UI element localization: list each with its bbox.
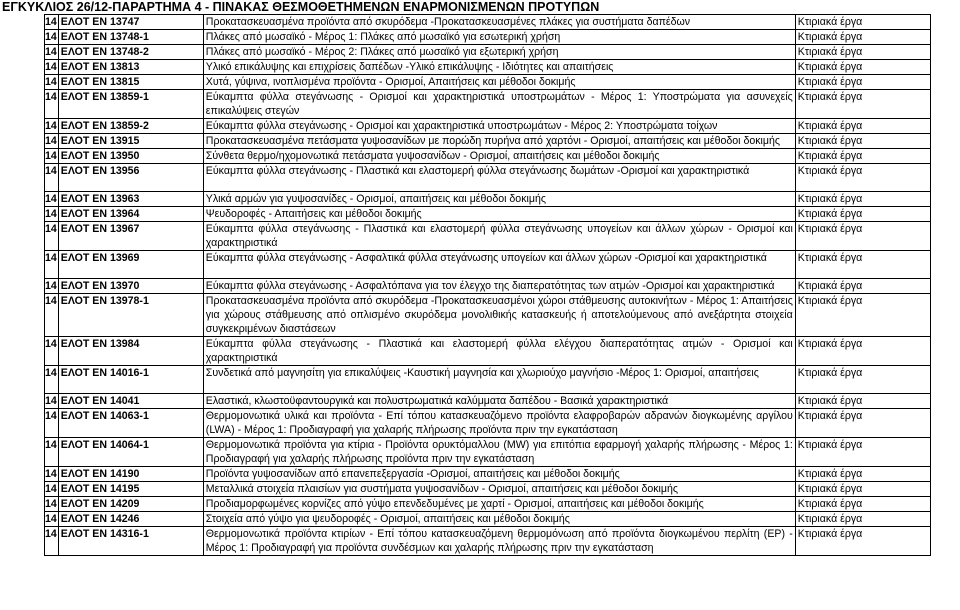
standard-description: Πλάκες από μωσαϊκό - Μέρος 1: Πλάκες από μωσαϊκό για εσωτερική χρήση — [203, 30, 795, 45]
row-number: 14 — [45, 120, 57, 132]
standard-code: ΕΛΟΤ ΕΝ 13963 — [58, 192, 203, 207]
standard-description: Θερμομονωτικά προϊόντα για κτίρια - Προϊόντα ορυκτόμαλλου (MW) για επιτόπια εφαρμογή χαλαρής πλήρωσης - Μέρος 1: Προδιαγραφή για χαλαρής πλήρωσης προϊόντα πριν την εγκατάσταση — [203, 438, 795, 467]
row-number: 14 — [45, 31, 57, 43]
standard-code: ΕΛΟΤ ΕΝ 13815 — [58, 75, 203, 90]
category: Κτιριακά έργα — [795, 207, 930, 222]
standard-description: Πλάκες από μωσαϊκό - Μέρος 2: Πλάκες από μωσαϊκό για εξωτερική χρήση — [203, 45, 795, 60]
table-row — [45, 30, 931, 45]
standard-code: ΕΛΟΤ ΕΝ 13969 — [58, 251, 203, 279]
table-row — [45, 294, 931, 337]
standard-code: ΕΛΟΤ ΕΝ 13747 — [58, 15, 203, 30]
standard-description: Εύκαμπτα φύλλα στεγάνωσης - Ασφαλτόπανα για τον έλεγχο της διαπερατότητας των ατμών -Ορισμοί και χαρακτηριστικά — [203, 279, 795, 294]
standard-description: Προκατασκευασμένα πετάσματα γυψοσανίδων με πορώδη πυρήνα από χαρτόνι - Ορισμοί, απαιτήσεις και μέθοδοι δοκιμής — [203, 134, 795, 149]
table-row — [45, 409, 931, 438]
standard-description: Εύκαμπτα φύλλα στεγάνωσης - Ορισμοί και χαρακτηριστικά υποστρωμάτων - Μέρος 2: Υποστρώματα τοίχων — [203, 119, 795, 134]
standard-description: Εύκαμπτα φύλλα στεγάνωσης - Πλαστικά και ελαστομερή φύλλα στεγάνωσης υπογείων και άλλων χώρων - Ορισμοί και χαρακτηριστικά — [203, 222, 795, 251]
standard-description: Προκατασκευασμένα προϊόντα από σκυρόδεμα -Προκατασκευασμένες πλάκες για συστήματα δαπέδων — [203, 15, 795, 30]
row-number: 14 — [45, 76, 57, 88]
standard-code: ΕΛΟΤ ΕΝ 13748-2 — [58, 45, 203, 60]
standard-code: ΕΛΟΤ ΕΝ 13859-2 — [58, 119, 203, 134]
row-number: 14 — [45, 193, 57, 205]
category: Κτιριακά έργα — [795, 467, 930, 482]
standard-code: ΕΛΟΤ ΕΝ 14190 — [58, 467, 203, 482]
standard-code: ΕΛΟΤ ΕΝ 13915 — [58, 134, 203, 149]
row-number: 14 — [45, 208, 57, 220]
category: Κτιριακά έργα — [795, 527, 930, 556]
row-number: 14 — [45, 90, 59, 119]
table-row — [45, 222, 931, 251]
row-number: 14 — [45, 222, 59, 251]
row-number: 14 — [45, 395, 57, 407]
standard-code: ΕΛΟΤ ΕΝ 13964 — [58, 207, 203, 222]
category: Κτιριακά έργα — [795, 251, 930, 279]
table-row — [45, 337, 931, 366]
table-row — [45, 467, 931, 482]
standard-description: Υλικά αρμών για γυψοσανίδες - Ορισμοί, απαιτήσεις και μέθοδοι δοκιμής — [203, 192, 795, 207]
table-row — [45, 527, 931, 556]
row-number: 14 — [45, 483, 57, 495]
row-number: 14 — [45, 46, 57, 58]
standard-description: Εύκαμπτα φύλλα στεγάνωσης - Πλαστικά και ελαστομερή φύλλα στεγάνωσης δωμάτων -Ορισμοί και χαρακτηριστικά — [203, 164, 795, 192]
row-number: 14 — [45, 251, 59, 279]
category: Κτιριακά έργα — [795, 366, 930, 394]
table-row — [45, 45, 931, 60]
standard-code: ΕΛΟΤ ΕΝ 13970 — [58, 279, 203, 294]
standard-description: Προϊόντα γυψοσανίδων από επανεπεξεργασία -Ορισμοί, απαιτήσεις και μέθοδοι δοκιμής — [203, 467, 795, 482]
standard-code: ΕΛΟΤ ΕΝ 14016-1 — [58, 366, 203, 394]
table-row — [45, 90, 931, 119]
row-number: 14 — [45, 498, 57, 510]
table-row — [45, 279, 931, 294]
row-number: 14 — [45, 366, 59, 394]
table-row — [45, 60, 931, 75]
table-row — [45, 134, 931, 149]
category: Κτιριακά έργα — [795, 394, 930, 409]
standard-code: ΕΛΟΤ ΕΝ 13859-1 — [58, 90, 203, 119]
standard-code: ΕΛΟΤ ΕΝ 14041 — [58, 394, 203, 409]
table-row — [45, 394, 931, 409]
table-row — [45, 482, 931, 497]
table-row — [45, 366, 931, 394]
standard-code: ΕΛΟΤ ΕΝ 13748-1 — [58, 30, 203, 45]
row-number: 14 — [45, 438, 59, 467]
standard-description: Στοιχεία από γύψο για ψευδοροφές - Ορισμοί, απαιτήσεις και μέθοδοι δοκιμής — [203, 512, 795, 527]
table-row — [45, 512, 931, 527]
row-number: 14 — [45, 150, 57, 162]
standard-description: Εύκαμπτα φύλλα στεγάνωσης - Ασφαλτικά φύλλα στεγάνωσης υπογείων και άλλων χώρων -Ορισμοί και χαρακτηριστικά — [203, 251, 795, 279]
standard-description: Συνδετικά από μαγνησίτη για επικαλύψεις -Καυστική μαγνησία και χλωριούχο μαγνήσιο -Μέρος 1: Ορισμοί, απαιτήσεις — [203, 366, 795, 394]
standards-table-body — [45, 15, 931, 556]
row-number: 14 — [45, 513, 57, 525]
standard-description: Εύκαμπτα φύλλα στεγάνωσης - Πλαστικά και ελαστομερή φύλλα ελέγχου διαπερατότητας ατμών - Ορισμοί και χαρακτηριστικά — [203, 337, 795, 366]
standard-code: ΕΛΟΤ ΕΝ 14063-1 — [58, 409, 203, 438]
standard-description: Σύνθετα θερμο/ηχομονωτικά πετάσματα γυψοσανίδων - Ορισμοί, απαιτήσεις και μέθοδοι δοκιμής — [203, 149, 795, 164]
standards-table — [44, 14, 931, 556]
category: Κτιριακά έργα — [795, 512, 930, 527]
category: Κτιριακά έργα — [795, 192, 930, 207]
standard-code: ΕΛΟΤ ΕΝ 13956 — [58, 164, 203, 192]
row-number: 14 — [45, 337, 59, 366]
category: Κτιριακά έργα — [795, 294, 930, 337]
category: Κτιριακά έργα — [795, 482, 930, 497]
standard-code: ΕΛΟΤ ΕΝ 14246 — [58, 512, 203, 527]
standard-description: Μεταλλικά στοιχεία πλαισίων για συστήματα γυψοσανίδων - Ορισμοί, απαιτήσεις και μέθοδοι δοκιμής — [203, 482, 795, 497]
row-number: 14 — [45, 61, 57, 73]
row-number: 14 — [45, 16, 57, 28]
category: Κτιριακά έργα — [795, 134, 930, 149]
standard-code: ΕΛΟΤ ΕΝ 14316-1 — [58, 527, 203, 556]
standard-description: Ψευδοροφές - Απαιτήσεις και μέθοδοι δοκιμής — [203, 207, 795, 222]
category: Κτιριακά έργα — [795, 279, 930, 294]
row-number: 14 — [45, 164, 59, 192]
table-row — [45, 192, 931, 207]
category: Κτιριακά έργα — [795, 30, 930, 45]
standard-description: Προκατασκευασμένα προϊόντα από σκυρόδεμα -Προκατασκευασμένοι χώροι στάθμευσης αυτοκινήτων - Μέρος 1: Απαιτήσεις για χώρους στάθμευσης από οπλισμένο σκυρόδεμα μονολιθικής κατασκευής ή αποτελούμενους από ανεξάρτητα στοιχεία συγκεκριμένων διαστάσεων — [203, 294, 795, 337]
standard-code: ΕΛΟΤ ΕΝ 14209 — [58, 497, 203, 512]
standard-description: Θερμομονωτικά υλικά και προϊόντα - Επί τόπου κατασκευαζόμενο προϊόντα ελαφροβαρών αδρανών διογκωμένης αργίλου (LWA) - Μέρος 1: Προδιαγραφή για χαλαρής πλήρωσης προϊόντα πριν την εγκατάσταση — [203, 409, 795, 438]
standard-code: ΕΛΟΤ ΕΝ 13967 — [58, 222, 203, 251]
table-row — [45, 75, 931, 90]
row-number: 14 — [45, 294, 59, 337]
standard-code: ΕΛΟΤ ΕΝ 13950 — [58, 149, 203, 164]
standard-description: Θερμομονωτικά προϊόντα κτιρίων - Επί τόπου κατασκευαζόμενη θερμομόνωση από προϊόντα διογκωμένου περλίτη (EP) - Μέρος 1: Προδιαγραφή για προϊόντα συνδέσμων και χαλαρής πλήρωσης πριν την εγκατάσταση — [203, 527, 795, 556]
standard-code: ΕΛΟΤ ΕΝ 14064-1 — [58, 438, 203, 467]
standard-description: Χυτά, γύψινα, ινοπλισμένα προϊόντα - Ορισμοί, Απαιτήσεις και μέθοδοι δοκιμής — [203, 75, 795, 90]
category: Κτιριακά έργα — [795, 149, 930, 164]
category: Κτιριακά έργα — [795, 60, 930, 75]
table-row — [45, 251, 931, 279]
category: Κτιριακά έργα — [795, 337, 930, 366]
row-number: 14 — [45, 468, 57, 480]
standard-code: ΕΛΟΤ ΕΝ 13813 — [58, 60, 203, 75]
standard-description: Ελαστικά, κλωστοϋφαντουργικά και πολυστρωματικά καλύμματα δαπέδου - Βασικά χαρακτηριστικά — [203, 394, 795, 409]
table-row — [45, 164, 931, 192]
category: Κτιριακά έργα — [795, 90, 930, 119]
category: Κτιριακά έργα — [795, 222, 930, 251]
standard-code: ΕΛΟΤ ΕΝ 13984 — [58, 337, 203, 366]
table-row — [45, 15, 931, 30]
table-row — [45, 207, 931, 222]
table-row — [45, 497, 931, 512]
standard-description: Εύκαμπτα φύλλα στεγάνωσης - Ορισμοί και χαρακτηριστικά υποστρωμάτων - Μέρος 1: Υποστρώματα για ασυνεχείς επικαλύψεις στεγών — [203, 90, 795, 119]
standard-code: ΕΛΟΤ ΕΝ 14195 — [58, 482, 203, 497]
row-number: 14 — [45, 409, 59, 438]
category: Κτιριακά έργα — [795, 45, 930, 60]
table-row — [45, 149, 931, 164]
table-row — [45, 438, 931, 467]
row-number: 14 — [45, 280, 57, 292]
standard-description: Προδιαμορφωμένες κορνίζες από γύψο επενδεδυμένες με χαρτί - Ορισμοί, απαιτήσεις και μέθοδοι δοκιμής — [203, 497, 795, 512]
category: Κτιριακά έργα — [795, 164, 930, 192]
row-number: 14 — [45, 135, 57, 147]
category: Κτιριακά έργα — [795, 119, 930, 134]
table-row — [45, 119, 931, 134]
document-title: ΕΓΚΥΚΛΙΟΣ 26/12-ΠΑΡΑΡΤΗΜΑ 4 - ΠΙΝΑΚΑΣ ΘΕΣΜΟΘΕΤΗΜΕΝΩΝ ΕΝΑΡΜΟΝΙΣΜΕΝΩΝ ΠΡΟΤΥΠΩΝ — [2, 0, 600, 14]
category: Κτιριακά έργα — [795, 409, 930, 438]
category: Κτιριακά έργα — [795, 75, 930, 90]
category: Κτιριακά έργα — [795, 438, 930, 467]
standard-code: ΕΛΟΤ ΕΝ 13978-1 — [58, 294, 203, 337]
category: Κτιριακά έργα — [795, 497, 930, 512]
row-number: 14 — [45, 527, 59, 556]
category: Κτιριακά έργα — [795, 15, 930, 30]
standard-description: Υλικό επικάλυψης και επιχρίσεις δαπέδων -Υλικό επικάλυψης - Ιδιότητες και απαιτήσεις — [203, 60, 795, 75]
